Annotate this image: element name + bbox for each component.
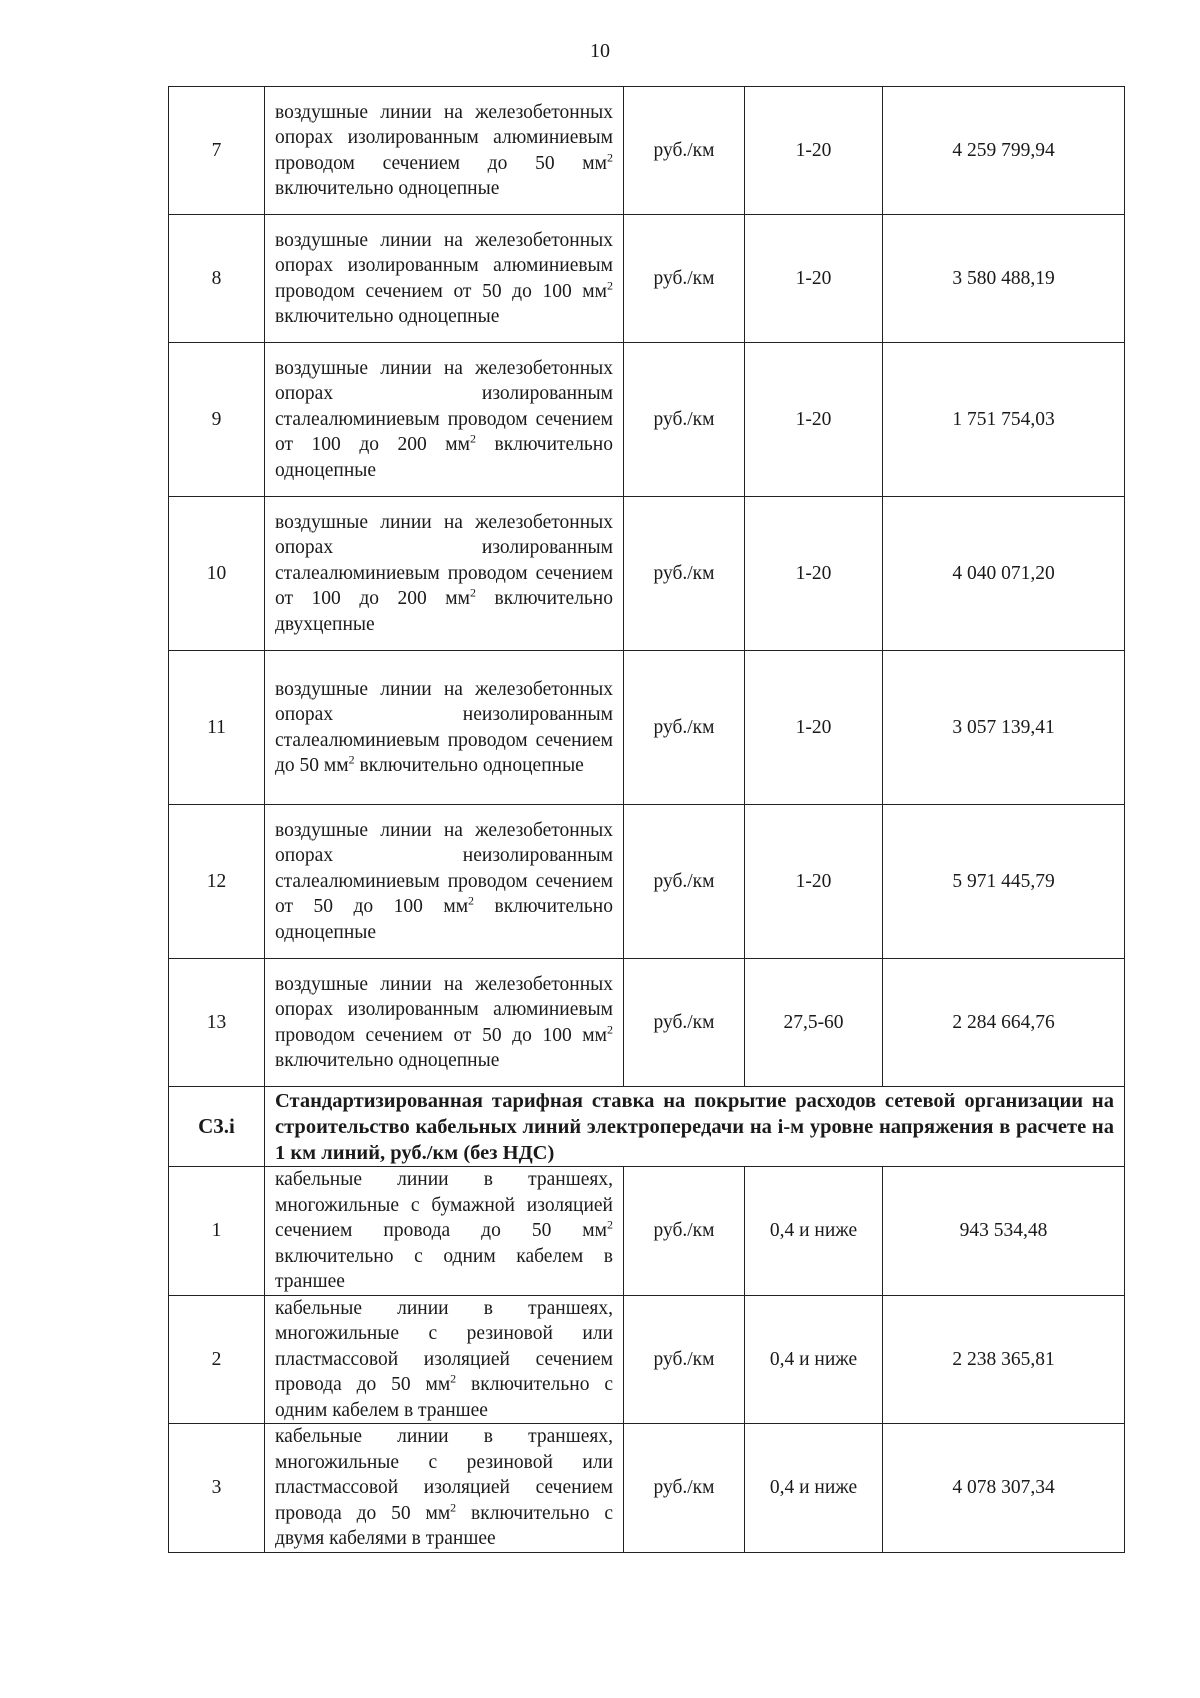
row-number: 1 [169,1167,265,1296]
row-value: 943 534,48 [883,1167,1125,1296]
row-unit: руб./км [624,959,745,1087]
row-voltage-level: 27,5-60 [745,959,883,1087]
row-unit: руб./км [624,1424,745,1553]
row-unit: руб./км [624,651,745,805]
row-voltage-level: 0,4 и ниже [745,1295,883,1424]
row-description: воздушные линии на железобетонных опорах изолированным алюминиевым проводом сечением до 50 $мм^2$ включительно одноцепные [265,87,624,215]
row-unit: руб./км [624,1167,745,1296]
row-description: кабельные линии в траншеях, многожильные с бумажной изоляцией сечением провода до 50 $мм^2$ включительно с одним кабелем в траншее [265,1167,624,1296]
row-value: 3 580 488,19 [883,215,1125,343]
row-value: 5 971 445,79 [883,805,1125,959]
table-row [169,805,1125,959]
row-voltage-level: 0,4 и ниже [745,1424,883,1553]
row-unit: руб./км [624,343,745,497]
row-description: воздушные линии на железобетонных опорах изолированным сталеалюминиевым проводом сечением от 100 до 200 $мм^2$ включительно одноцепные [265,343,624,497]
row-value: 2 238 365,81 [883,1295,1125,1424]
row-value: 4 040 071,20 [883,497,1125,651]
row-value: 1 751 754,03 [883,343,1125,497]
row-number: 12 [169,805,265,959]
row-number: 7 [169,87,265,215]
row-description: воздушные линии на железобетонных опорах изолированным алюминиевым проводом сечением от 50 до 100 $мм^2$ включительно одноцепные [265,215,624,343]
row-value: 4 078 307,34 [883,1424,1125,1553]
row-voltage-level: 1-20 [745,497,883,651]
row-number: 8 [169,215,265,343]
table-row [169,1424,1125,1553]
tariff-table [168,86,1125,1553]
table-row [169,959,1125,1087]
section-header-row [169,1087,1125,1167]
table-row [169,1295,1125,1424]
tariff-table-body [169,87,1125,1553]
table-row [169,343,1125,497]
row-value: 3 057 139,41 [883,651,1125,805]
table-row [169,651,1125,805]
row-number: 11 [169,651,265,805]
section-code: С3.i [169,1087,265,1167]
row-unit: руб./км [624,805,745,959]
row-description: воздушные линии на железобетонных опорах изолированным сталеалюминиевым проводом сечением от 100 до 200 $мм^2$ включительно двухцепные [265,497,624,651]
table-row [169,497,1125,651]
page-number: 10 [590,40,610,62]
row-voltage-level: 1-20 [745,215,883,343]
table-row [169,215,1125,343]
row-value: 2 284 664,76 [883,959,1125,1087]
row-unit: руб./км [624,1295,745,1424]
row-number: 3 [169,1424,265,1553]
row-description: кабельные линии в траншеях, многожильные с резиновой или пластмассовой изоляцией сечением провода до 50 $мм^2$ включительно с одним кабелем в траншее [265,1295,624,1424]
row-number: 13 [169,959,265,1087]
row-voltage-level: 0,4 и ниже [745,1167,883,1296]
row-number: 10 [169,497,265,651]
row-unit: руб./км [624,215,745,343]
table-row [169,87,1125,215]
section-title: Стандартизированная тарифная ставка на покрытие расходов сетевой организации на строительство кабельных линий электропередачи на i-м уровне напряжения в расчете на 1 км линий, руб./км (без НДС) [265,1087,1125,1167]
row-description: воздушные линии на железобетонных опорах неизолированным сталеалюминиевым проводом сечением от 50 до 100 $мм^2$ включительно одноцепные [265,805,624,959]
row-voltage-level: 1-20 [745,343,883,497]
row-unit: руб./км [624,87,745,215]
table-row [169,1167,1125,1296]
row-description: воздушные линии на железобетонных опорах неизолированным сталеалюминиевым проводом сечением до 50 $мм^2$ включительно одноцепные [265,651,624,805]
row-voltage-level: 1-20 [745,651,883,805]
row-description: воздушные линии на железобетонных опорах изолированным алюминиевым проводом сечением от 50 до 100 $мм^2$ включительно одноцепные [265,959,624,1087]
row-voltage-level: 1-20 [745,805,883,959]
row-value: 4 259 799,94 [883,87,1125,215]
row-description: кабельные линии в траншеях, многожильные с резиновой или пластмассовой изоляцией сечением провода до 50 $мм^2$ включительно с двумя кабелями в траншее [265,1424,624,1553]
row-unit: руб./км [624,497,745,651]
row-number: 2 [169,1295,265,1424]
row-voltage-level: 1-20 [745,87,883,215]
row-number: 9 [169,343,265,497]
